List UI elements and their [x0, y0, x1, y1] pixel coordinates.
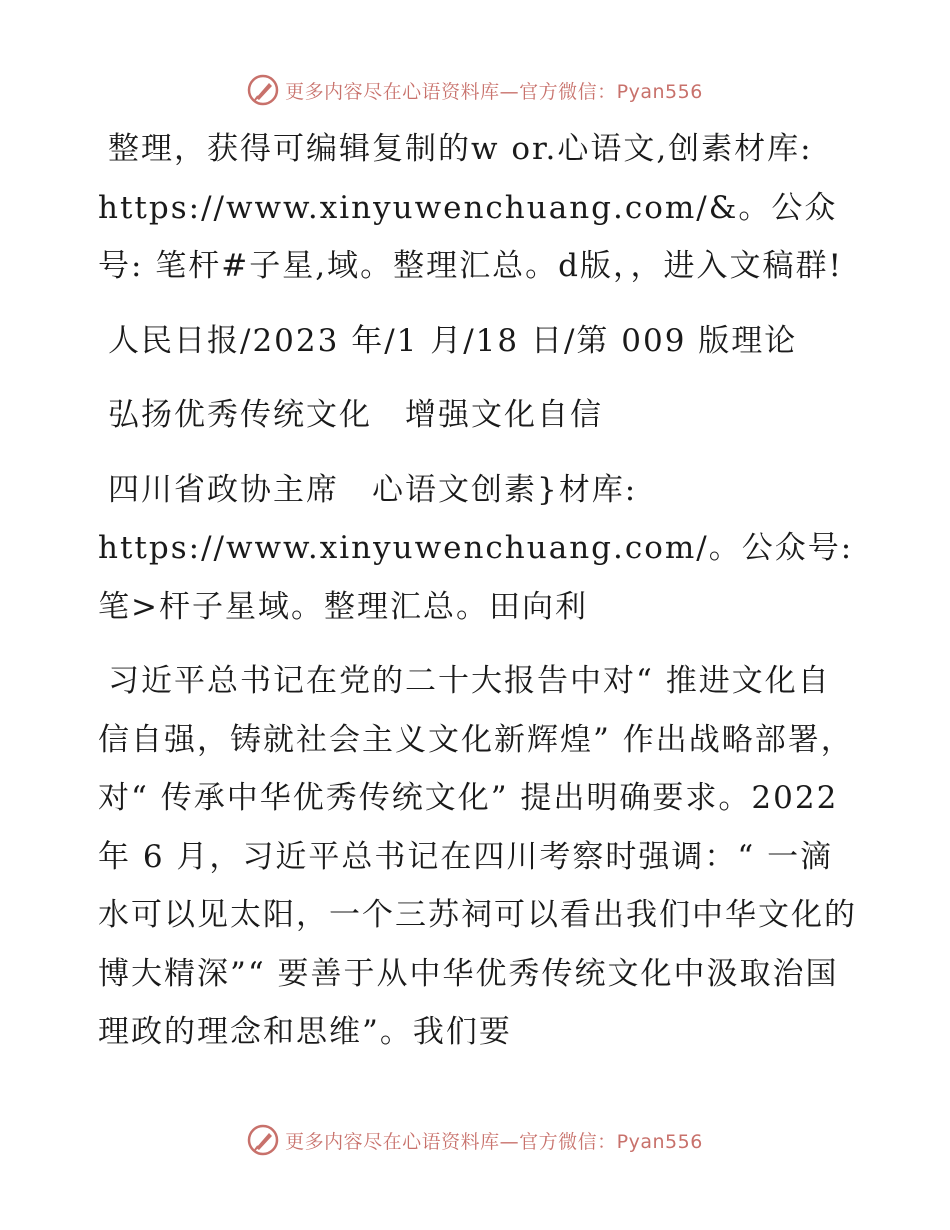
- header-watermark-banner: [0, 70, 950, 110]
- banner-text: 更多内容尽在心语资料库—官方微信：Pyan556: [285, 80, 703, 103]
- document-body: [98, 120, 858, 1062]
- quill-pen-icon: [247, 74, 279, 106]
- banner-text: 更多内容尽在心语资料库—官方微信：Pyan556: [285, 1130, 703, 1153]
- quill-pen-icon: [247, 1124, 279, 1156]
- intro-paragraph: 整理，获得可编辑复制的w or.心语文,创素材库: https://www.xinyuwenchuang.com/&。公众号: 笔杆#子星,域。整理汇总。d版，，进入文稿群!: [98, 131, 843, 284]
- wechat-id: Pyan556: [616, 1130, 703, 1153]
- wechat-id: Pyan556: [616, 80, 703, 103]
- body-paragraph: 习近平总书记在党的二十大报告中对“ 推进文化自信自强，铸就社会主义文化新辉煌” 作出战略部署，对“ 传承中华优秀传统文化” 提出明确要求。2022 年 6 月，习近平总书记在四川考察时强调：“ 一滴水可以见太阳，一个三苏祠可以看出我们中华文化的博大精深”“ 要善于从中华优秀传统文化中汲取治国理政的理念和思维”。我们要: [98, 663, 857, 1050]
- source-line: 人民日报/2023 年/1 月/18 日/第 009 版理论: [108, 322, 798, 359]
- author-line: 四川省政协主席 心语文创素}材库: https://www.xinyuwenchuang.com/。公众号: 笔>杆子星域。整理汇总。田向利: [98, 471, 854, 625]
- article-title: 弘扬优秀传统文化 增强文化自信: [108, 397, 603, 433]
- footer-watermark-banner: [0, 1120, 950, 1160]
